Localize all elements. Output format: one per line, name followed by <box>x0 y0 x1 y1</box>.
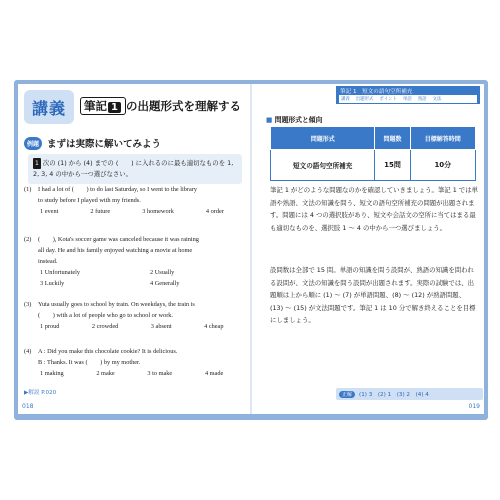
option: 2 make <box>96 370 115 377</box>
question-number: (1) <box>24 186 32 193</box>
question-number: (4) <box>24 348 32 355</box>
table-header: 問題数 <box>375 127 410 150</box>
question-line: I had a lot of ( ) to do last Saturday, so I went to the library <box>38 186 198 193</box>
question-line: ( ) with a lot of people who go to school or work. <box>38 312 174 319</box>
title-section-number: 1 <box>108 102 121 113</box>
paragraph-1: 筆記 1 がどのような問題なのかを確認していきましょう。筆記 1 では単語や熟語、文法の知識を問う、短文の語句空所補充の問題が出題されます。問題には 4 つの選択肢があり、短文や会話文の空所に当てはまる最も適切なものを、選択肢 1 ～ 4 の中から一つ選びましょう。 <box>270 186 478 232</box>
question-line: to study before I played with my friends. <box>38 197 141 204</box>
page-number-right: 019 <box>468 403 480 410</box>
question-line: Yuta usually goes to school by train. On weekdays, the train is <box>38 301 195 308</box>
table-header: 問題形式 <box>271 127 375 150</box>
option: 3 Luckily <box>40 280 65 287</box>
question-line: B : Thanks. It was ( ) by my mother. <box>38 359 141 366</box>
right-page <box>252 84 484 414</box>
option: 4 order <box>205 208 224 215</box>
title-text: の出題形式を理解する <box>125 99 241 113</box>
section-tab-title: 筆記 1 短文の語句空所補充 <box>340 89 413 95</box>
question-line: A : Did you make this chocolate cookie? It is delicious. <box>38 348 178 355</box>
lecture-header <box>24 90 246 126</box>
option: 1 event <box>40 208 59 215</box>
question-3 <box>24 299 246 332</box>
instruction-box <box>28 154 242 184</box>
question-1 <box>24 184 246 217</box>
answer-values: (1) 3 (2) 1 (3) 2 (4) 4 <box>359 392 429 398</box>
left-page <box>18 84 250 414</box>
format-table <box>270 126 476 181</box>
tab-item: 熟語 <box>417 97 427 102</box>
question-options <box>24 321 246 332</box>
option: 2 crowded <box>91 323 119 330</box>
instruction-text: 次の (1) から (4) までの ( ) に入れるのに最も適切なものを 1, 2, 3, 4 の中から一つ選びなさい。 <box>33 159 234 178</box>
option: 1 making <box>40 370 64 377</box>
tab-item: 出題形式 <box>355 97 374 102</box>
option: 3 to make <box>147 370 173 377</box>
format-heading: ■ 問題形式と傾向 <box>266 114 322 124</box>
example-heading <box>24 136 161 150</box>
option: 1 Unfortunately <box>40 269 81 276</box>
option: 4 cheap <box>204 323 224 330</box>
option: 1 proud <box>40 323 60 330</box>
tab-item: 単語 <box>402 97 412 102</box>
answer-label: 正解 <box>339 391 355 398</box>
page-number-left: 018 <box>22 403 34 410</box>
answer-strip <box>336 388 483 400</box>
question-number: (2) <box>24 236 32 243</box>
option: 2 future <box>90 208 111 215</box>
option: 3 absent <box>150 323 172 330</box>
explanation-link[interactable]: ▶解説 P.020 <box>24 390 57 396</box>
lecture-badge: 講義 <box>24 90 74 124</box>
tab-item: ポイント <box>379 97 397 102</box>
option: 2 Usually <box>150 269 175 276</box>
question-number: (3) <box>24 301 32 308</box>
question-options <box>24 368 246 379</box>
title-section: 筆記 <box>84 99 107 113</box>
table-cell: 短文の語句空所補充 <box>271 150 375 181</box>
example-heading-text: まずは実際に解いてみよう <box>47 139 162 150</box>
section-tab-items <box>339 95 477 103</box>
option: 4 made <box>204 370 224 377</box>
table-header: 目標解答時間 <box>410 127 475 150</box>
section-tab <box>336 86 480 104</box>
question-line: instead. <box>38 258 58 265</box>
tab-item: 講義 <box>341 97 350 102</box>
table-cell: 10分 <box>410 150 475 181</box>
question-4 <box>24 346 246 379</box>
lecture-title <box>80 98 241 114</box>
tab-item: 文法 <box>432 97 442 102</box>
question-2 <box>24 234 246 289</box>
example-tag: 例題 <box>24 137 42 150</box>
option: 4 Generally <box>150 280 180 287</box>
instruction-number: 1 <box>35 160 39 167</box>
table-cell: 15問 <box>375 150 410 181</box>
question-line: ( ), Kota's soccer game was canceled because it was raining <box>38 236 199 243</box>
option: 3 homework <box>142 208 174 215</box>
question-line: all day. He and his family enjoyed watching a movie at home <box>38 247 193 254</box>
question-options <box>24 267 246 289</box>
question-options <box>24 206 246 217</box>
paragraph-2: 設問数は全部で 15 問。単語の知識を問う設問が、熟語の知識を問われる設問が、文法の知識を問う設問が出題されます。実際の試験では、出題順は上から順に (1) ～ (7) が単語問題、(8) ～ (12) が熟語問題、(13) ～ (15) が文法問題です。筆記 1 は 10 分で解き終えることを目標にしましょう。 <box>270 266 476 324</box>
